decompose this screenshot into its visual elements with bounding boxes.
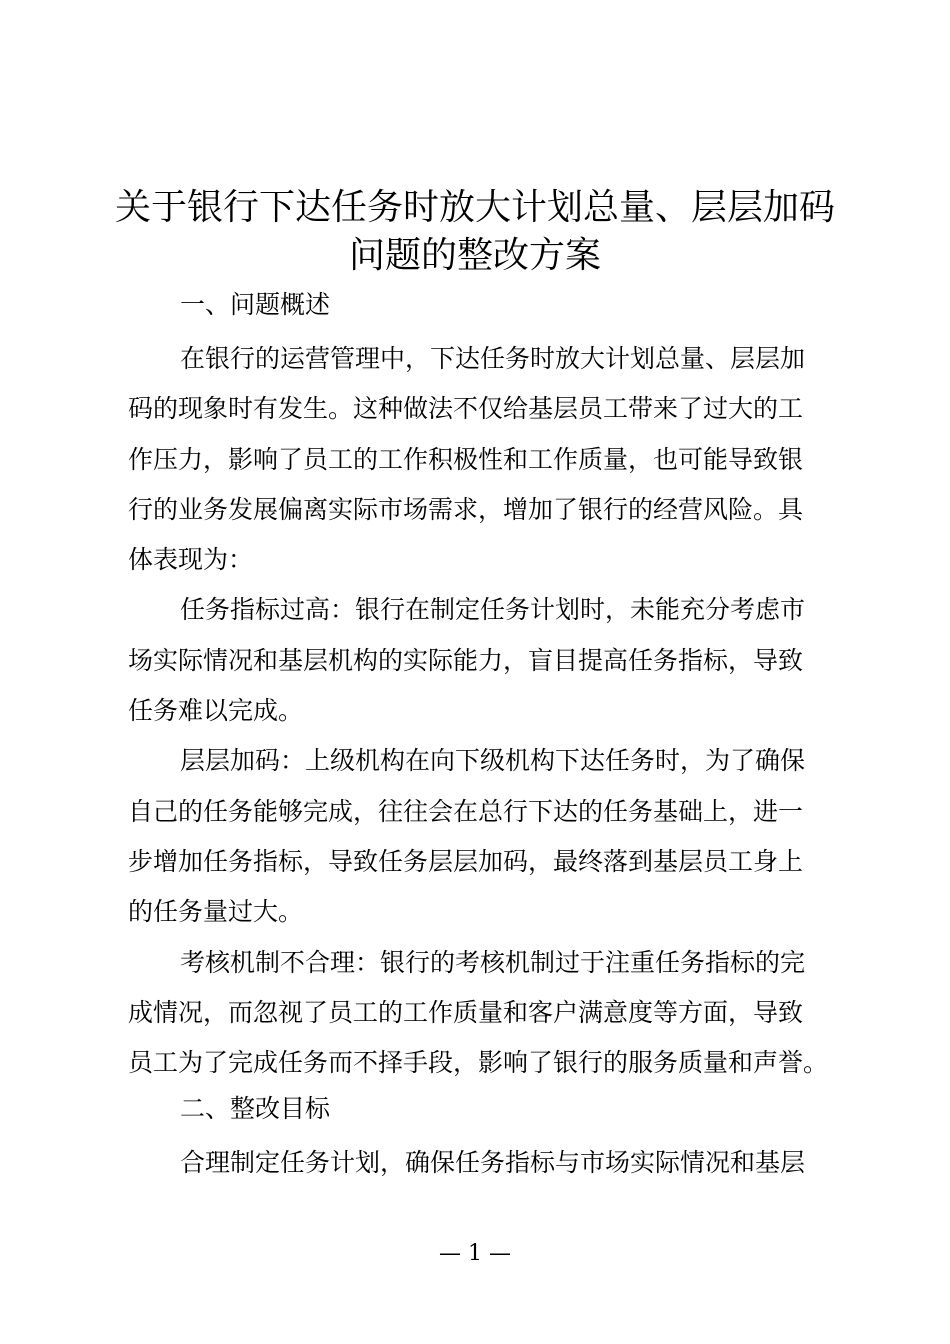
paragraph-high-targets (128, 585, 838, 736)
paragraph-goals (128, 1138, 838, 1188)
section-heading-overview: 一、问题概述 (180, 290, 331, 319)
paragraph-assessment (128, 938, 838, 1089)
paragraph-line: 作压力，影响了员工的工作积极性和工作质量，也可能导致银 (128, 444, 804, 474)
document-body (128, 288, 838, 1189)
page-number: — 1 — (439, 1241, 511, 1266)
paragraph-line: 体表现为： (128, 545, 254, 575)
paragraph-line: 在银行的运营管理中，下达任务时放大计划总量、层层加 (180, 344, 806, 373)
paragraph-line: 合理制定任务计划，确保任务指标与市场实际情况和基层 (180, 1148, 806, 1178)
paragraph-line: 行的业务发展偏离实际市场需求，增加了银行的经营风险。具 (128, 494, 804, 524)
paragraph-line: 任务难以完成。 (128, 696, 304, 726)
paragraph-line: 的任务量过大。 (128, 897, 304, 927)
document-title-line-2: 问题的整改方案 (348, 235, 601, 276)
paragraph-line: 步增加任务指标，导致任务层层加码，最终落到基层员工身上 (128, 846, 804, 876)
paragraph-line: 场实际情况和基层机构的实际能力，盲目提高任务指标，导致 (128, 645, 804, 675)
paragraph-line: 成情况，而忽视了员工的工作质量和客户满意度等方面，导致 (128, 997, 804, 1027)
section-heading-goals: 二、整改目标 (180, 1094, 331, 1124)
paragraph-line: 员工为了完成任务而不择手段，影响了银行的服务质量和声誉。 (128, 1048, 829, 1078)
paragraph-layered-increase (128, 736, 838, 937)
paragraph-line: 考核机制不合理：银行的考核机制过于注重任务指标的完 (180, 947, 806, 977)
paragraph-line: 任务指标过高：银行在制定任务计划时，未能充分考虑市 (180, 595, 806, 625)
document-title-line-1: 关于银行下达任务时放大计划总量、层层加码 (114, 187, 835, 228)
paragraph-intro (128, 334, 838, 585)
paragraph-line: 自己的任务能够完成，往往会在总行下达的任务基础上，进一 (128, 796, 804, 826)
paragraph-line: 码的现象时有发生。这种做法不仅给基层员工带来了过大的工 (128, 394, 804, 424)
paragraph-line: 层层加码：上级机构在向下级机构下达任务时，为了确保 (180, 746, 806, 776)
